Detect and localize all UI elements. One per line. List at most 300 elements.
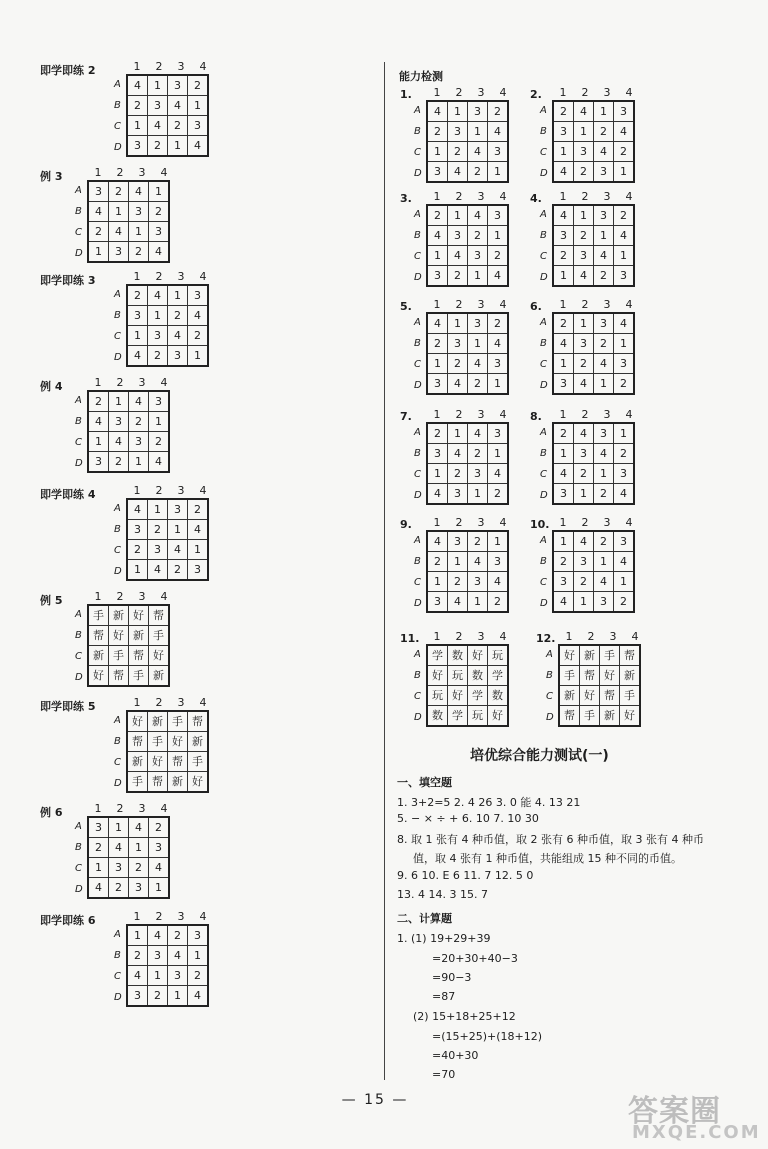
grid-row bbox=[553, 572, 634, 592]
column-label: 4 bbox=[499, 408, 507, 421]
column-label: 4 bbox=[625, 190, 633, 203]
column-label: 1 bbox=[559, 408, 567, 421]
grid-cell: 3 bbox=[188, 116, 209, 136]
grid-cell: 3 bbox=[488, 142, 509, 162]
grid-cell: 1 bbox=[468, 592, 488, 613]
grid-cell: 2 bbox=[127, 946, 148, 966]
grid-cell: 3 bbox=[594, 162, 614, 183]
grid-table bbox=[426, 100, 509, 183]
answer-line: 5. − × ÷ + 6. 10 7. 10 30 bbox=[397, 812, 539, 825]
grid-cell: 2 bbox=[427, 552, 448, 572]
grid-cell: 3 bbox=[127, 136, 148, 157]
row-label: B bbox=[75, 206, 82, 217]
row-label: D bbox=[75, 884, 83, 895]
grid-row bbox=[127, 540, 208, 560]
row-label: A bbox=[414, 105, 421, 116]
row-label: D bbox=[114, 778, 122, 789]
grid-row bbox=[427, 354, 508, 374]
column-label: 2 bbox=[116, 590, 124, 603]
grid-row bbox=[553, 374, 634, 395]
grid-cell: 帮 bbox=[148, 772, 168, 793]
row-label: B bbox=[114, 736, 121, 747]
grid-cell: 3 bbox=[129, 432, 149, 452]
grid-cell: 1 bbox=[127, 560, 148, 581]
row-label: A bbox=[114, 79, 121, 90]
grid-row bbox=[553, 423, 634, 444]
grid-cell: 2 bbox=[427, 334, 448, 354]
row-labels bbox=[114, 710, 122, 794]
grid-cell: 3 bbox=[149, 222, 170, 242]
grid-row bbox=[427, 666, 508, 686]
grid-cell: 4 bbox=[149, 242, 170, 263]
grid-cell: 1 bbox=[594, 374, 614, 395]
grid-row bbox=[427, 142, 508, 162]
grid-cell: 2 bbox=[88, 838, 109, 858]
row-labels bbox=[414, 530, 422, 614]
grid-cell: 3 bbox=[168, 346, 188, 367]
block-label: 5. bbox=[400, 300, 412, 313]
column-label: 4 bbox=[499, 630, 507, 643]
grid-cell: 手 bbox=[88, 605, 109, 626]
grid-cell: 1 bbox=[448, 423, 468, 444]
grid-row bbox=[553, 531, 634, 552]
grid-cell: 4 bbox=[129, 817, 149, 838]
row-label: A bbox=[114, 503, 121, 514]
column-header bbox=[87, 802, 175, 815]
grid-cell: 1 bbox=[427, 572, 448, 592]
block-label: 3. bbox=[400, 192, 412, 205]
grid-cell: 4 bbox=[148, 285, 168, 306]
column-header bbox=[426, 298, 514, 311]
grid-cell: 4 bbox=[574, 101, 594, 122]
grid-cell: 4 bbox=[148, 116, 168, 136]
grid-cell: 4 bbox=[168, 96, 188, 116]
grid-cell: 2 bbox=[468, 374, 488, 395]
column-label: 2 bbox=[581, 516, 589, 529]
grid-row bbox=[427, 313, 508, 334]
row-label: A bbox=[540, 209, 547, 220]
column-label: 4 bbox=[499, 298, 507, 311]
row-label: D bbox=[540, 490, 548, 501]
row-label: B bbox=[414, 126, 421, 137]
grid-cell: 新 bbox=[600, 706, 620, 727]
grid-row bbox=[427, 484, 508, 505]
grid-cell: 2 bbox=[129, 858, 149, 878]
column-label: 4 bbox=[625, 516, 633, 529]
grid-cell: 1 bbox=[614, 246, 635, 266]
column-label: 2 bbox=[581, 190, 589, 203]
grid-cell: 3 bbox=[448, 531, 468, 552]
grid-cell: 新 bbox=[129, 626, 149, 646]
grid-table bbox=[87, 604, 170, 687]
column-label: 2 bbox=[581, 298, 589, 311]
row-labels bbox=[75, 180, 83, 264]
grid-row bbox=[127, 966, 208, 986]
column-label: 4 bbox=[199, 696, 207, 709]
grid-cell: 3 bbox=[488, 205, 509, 226]
grid-cell: 4 bbox=[88, 202, 109, 222]
grid-cell: 2 bbox=[594, 122, 614, 142]
column-label: 1 bbox=[433, 516, 441, 529]
grid-cell: 帮 bbox=[188, 711, 209, 732]
block-label: 即学即练 3 bbox=[40, 274, 96, 287]
block-label: 10. bbox=[530, 518, 550, 531]
grid-cell: 2 bbox=[594, 531, 614, 552]
row-label: A bbox=[540, 427, 547, 438]
row-label: B bbox=[114, 524, 121, 535]
row-labels bbox=[540, 312, 548, 396]
grid-row bbox=[553, 266, 634, 287]
grid-cell: 2 bbox=[614, 444, 635, 464]
grid-cell: 3 bbox=[148, 96, 168, 116]
grid-cell: 1 bbox=[427, 246, 448, 266]
row-labels bbox=[114, 924, 122, 1008]
column-label: 4 bbox=[499, 190, 507, 203]
row-labels bbox=[114, 498, 122, 582]
grid-cell: 1 bbox=[488, 444, 509, 464]
calc-line: =70 bbox=[432, 1068, 456, 1081]
grid-cell: 4 bbox=[574, 266, 594, 287]
grid-row bbox=[127, 925, 208, 946]
row-label: C bbox=[75, 863, 82, 874]
row-label: C bbox=[114, 545, 121, 556]
grid-cell: 2 bbox=[129, 242, 149, 263]
grid-cell: 3 bbox=[614, 354, 635, 374]
grid-cell: 新 bbox=[188, 732, 209, 752]
grid-cell: 4 bbox=[488, 122, 509, 142]
grid-cell: 4 bbox=[88, 878, 109, 899]
row-labels bbox=[546, 644, 554, 728]
grid-cell: 3 bbox=[553, 374, 574, 395]
grid-cell: 2 bbox=[574, 572, 594, 592]
block-label: 即学即练 4 bbox=[40, 488, 96, 501]
grid-cell: 1 bbox=[168, 136, 188, 157]
row-label: D bbox=[540, 272, 548, 283]
grid-cell: 3 bbox=[468, 572, 488, 592]
grid-cell: 学 bbox=[488, 666, 509, 686]
row-label: B bbox=[114, 950, 121, 961]
row-label: C bbox=[75, 651, 82, 662]
grid-row bbox=[88, 242, 169, 263]
row-label: B bbox=[540, 230, 547, 241]
grid-cell: 4 bbox=[594, 142, 614, 162]
grid-cell: 1 bbox=[188, 346, 209, 367]
column-header bbox=[126, 484, 214, 497]
grid-cell: 好 bbox=[129, 605, 149, 626]
page-number: — 15 — bbox=[341, 1092, 409, 1108]
grid-cell: 4 bbox=[594, 572, 614, 592]
column-label: 2 bbox=[455, 408, 463, 421]
grid-cell: 1 bbox=[574, 122, 594, 142]
row-label: C bbox=[75, 437, 82, 448]
grid-cell: 2 bbox=[553, 246, 574, 266]
grid-cell: 新 bbox=[88, 646, 109, 666]
grid-cell: 3 bbox=[553, 122, 574, 142]
row-label: C bbox=[114, 757, 121, 768]
column-label: 2 bbox=[155, 910, 163, 923]
grid-row bbox=[559, 666, 640, 686]
grid-row bbox=[88, 391, 169, 412]
column-label: 4 bbox=[631, 630, 639, 643]
grid-cell: 1 bbox=[148, 499, 168, 520]
grid-cell: 新 bbox=[109, 605, 129, 626]
row-label: A bbox=[414, 209, 421, 220]
grid-cell: 2 bbox=[127, 540, 148, 560]
grid-cell: 新 bbox=[168, 772, 188, 793]
grid-table bbox=[426, 530, 509, 613]
grid-cell: 2 bbox=[127, 96, 148, 116]
column-label: 1 bbox=[433, 630, 441, 643]
grid-cell: 1 bbox=[468, 266, 488, 287]
grid-cell: 手 bbox=[148, 732, 168, 752]
grid-cell: 2 bbox=[574, 162, 594, 183]
row-label: B bbox=[75, 842, 82, 853]
row-label: A bbox=[540, 535, 547, 546]
grid-cell: 2 bbox=[188, 966, 209, 986]
column-label: 3 bbox=[477, 408, 485, 421]
grid-cell: 新 bbox=[149, 666, 170, 687]
grid-cell: 1 bbox=[574, 592, 594, 613]
grid-cell: 帮 bbox=[620, 645, 641, 666]
grid-cell: 好 bbox=[109, 626, 129, 646]
grid-cell: 玩 bbox=[427, 686, 448, 706]
grid-cell: 3 bbox=[594, 423, 614, 444]
row-label: A bbox=[546, 649, 553, 660]
grid-cell: 1 bbox=[148, 75, 168, 96]
block-label: 7. bbox=[400, 410, 412, 423]
grid-cell: 好 bbox=[559, 645, 580, 666]
grid-cell: 1 bbox=[553, 444, 574, 464]
grid-row bbox=[127, 136, 208, 157]
row-label: A bbox=[414, 535, 421, 546]
grid-cell: 4 bbox=[448, 592, 468, 613]
grid-cell: 1 bbox=[109, 391, 129, 412]
grid-row bbox=[553, 205, 634, 226]
row-label: D bbox=[414, 712, 422, 723]
grid-row bbox=[427, 706, 508, 727]
grid-cell: 4 bbox=[188, 136, 209, 157]
fill-blank-heading: 一、填空题 bbox=[397, 776, 452, 789]
grid-cell: 2 bbox=[149, 817, 170, 838]
grid-row bbox=[553, 484, 634, 505]
grid-cell: 1 bbox=[574, 313, 594, 334]
grid-cell: 3 bbox=[188, 925, 209, 946]
row-label: A bbox=[114, 715, 121, 726]
grid-cell: 好 bbox=[488, 706, 509, 727]
row-label: C bbox=[414, 251, 421, 262]
grid-row bbox=[427, 552, 508, 572]
grid-cell: 3 bbox=[427, 162, 448, 183]
column-label: 4 bbox=[160, 802, 168, 815]
grid-cell: 好 bbox=[188, 772, 209, 793]
row-label: C bbox=[540, 577, 547, 588]
grid-row bbox=[88, 666, 169, 687]
grid-cell: 3 bbox=[574, 142, 594, 162]
grid-row bbox=[553, 334, 634, 354]
row-label: A bbox=[75, 395, 82, 406]
grid-cell: 4 bbox=[168, 946, 188, 966]
grid-table bbox=[126, 710, 209, 793]
grid-cell: 2 bbox=[168, 925, 188, 946]
column-label: 1 bbox=[94, 590, 102, 603]
grid-row bbox=[559, 686, 640, 706]
grid-row bbox=[553, 313, 634, 334]
grid-row bbox=[553, 142, 634, 162]
grid-cell: 4 bbox=[488, 572, 509, 592]
column-label: 2 bbox=[455, 516, 463, 529]
grid-cell: 3 bbox=[468, 313, 488, 334]
grid-row bbox=[427, 423, 508, 444]
grid-cell: 3 bbox=[127, 520, 148, 540]
grid-cell: 4 bbox=[468, 205, 488, 226]
grid-cell: 3 bbox=[148, 946, 168, 966]
column-label: 2 bbox=[116, 802, 124, 815]
grid-cell: 2 bbox=[148, 986, 168, 1007]
row-label: B bbox=[75, 630, 82, 641]
grid-cell: 4 bbox=[614, 226, 635, 246]
grid-cell: 4 bbox=[148, 560, 168, 581]
grid-cell: 3 bbox=[488, 552, 509, 572]
grid-row bbox=[127, 732, 208, 752]
grid-cell: 帮 bbox=[168, 752, 188, 772]
grid-row bbox=[88, 181, 169, 202]
grid-cell: 1 bbox=[88, 242, 109, 263]
grid-cell: 好 bbox=[427, 666, 448, 686]
row-label: D bbox=[414, 272, 422, 283]
column-header bbox=[558, 630, 646, 643]
row-label: A bbox=[75, 609, 82, 620]
grid-cell: 2 bbox=[188, 499, 209, 520]
row-label: C bbox=[414, 577, 421, 588]
grid-cell: 4 bbox=[574, 531, 594, 552]
row-label: B bbox=[414, 230, 421, 241]
grid-cell: 1 bbox=[574, 205, 594, 226]
grid-table bbox=[552, 422, 635, 505]
grid-cell: 2 bbox=[427, 122, 448, 142]
grid-cell: 3 bbox=[109, 858, 129, 878]
grid-cell: 4 bbox=[553, 464, 574, 484]
grid-cell: 2 bbox=[109, 181, 129, 202]
grid-row bbox=[88, 817, 169, 838]
grid-cell: 1 bbox=[574, 484, 594, 505]
grid-cell: 1 bbox=[427, 354, 448, 374]
grid-cell: 4 bbox=[488, 334, 509, 354]
column-label: 4 bbox=[499, 516, 507, 529]
grid-cell: 4 bbox=[574, 374, 594, 395]
grid-cell: 3 bbox=[148, 540, 168, 560]
column-label: 2 bbox=[455, 190, 463, 203]
row-labels bbox=[414, 204, 422, 288]
grid-cell: 好 bbox=[580, 686, 600, 706]
row-label: A bbox=[540, 317, 547, 328]
answer-line: 值，取 4 张有 1 种币值，共能组成 15 种不同的币值。 bbox=[413, 852, 682, 865]
grid-cell: 1 bbox=[149, 878, 170, 899]
row-label: A bbox=[414, 649, 421, 660]
grid-cell: 数 bbox=[488, 686, 509, 706]
row-label: A bbox=[414, 317, 421, 328]
grid-cell: 1 bbox=[448, 552, 468, 572]
column-label: 3 bbox=[603, 298, 611, 311]
grid-cell: 1 bbox=[427, 464, 448, 484]
grid-cell: 3 bbox=[168, 75, 188, 96]
column-label: 3 bbox=[477, 516, 485, 529]
column-header bbox=[126, 270, 214, 283]
grid-cell: 1 bbox=[468, 334, 488, 354]
grid-cell: 2 bbox=[148, 346, 168, 367]
row-label: B bbox=[540, 448, 547, 459]
grid-cell: 好 bbox=[468, 645, 488, 666]
row-labels bbox=[414, 644, 422, 728]
grid-cell: 1 bbox=[148, 306, 168, 326]
column-header bbox=[87, 590, 175, 603]
grid-cell: 3 bbox=[448, 122, 468, 142]
grid-cell: 4 bbox=[427, 101, 448, 122]
row-label: C bbox=[414, 469, 421, 480]
grid-cell: 帮 bbox=[109, 666, 129, 687]
grid-table bbox=[126, 924, 209, 1007]
grid-cell: 1 bbox=[188, 540, 209, 560]
block-label: 例 5 bbox=[40, 594, 63, 607]
grid-row bbox=[427, 444, 508, 464]
grid-table bbox=[552, 100, 635, 183]
column-label: 2 bbox=[155, 484, 163, 497]
grid-cell: 2 bbox=[88, 222, 109, 242]
column-label: 4 bbox=[199, 484, 207, 497]
grid-cell: 3 bbox=[168, 966, 188, 986]
grid-cell: 2 bbox=[614, 205, 635, 226]
grid-row bbox=[88, 432, 169, 452]
block-label: 8. bbox=[530, 410, 542, 423]
grid-cell: 2 bbox=[468, 162, 488, 183]
row-label: C bbox=[540, 251, 547, 262]
column-label: 3 bbox=[177, 910, 185, 923]
grid-cell: 2 bbox=[468, 531, 488, 552]
grid-cell: 帮 bbox=[88, 626, 109, 646]
column-label: 3 bbox=[477, 86, 485, 99]
grid-table bbox=[558, 644, 641, 727]
grid-cell: 2 bbox=[488, 313, 509, 334]
grid-cell: 4 bbox=[594, 444, 614, 464]
grid-cell: 1 bbox=[594, 226, 614, 246]
grid-cell: 1 bbox=[109, 202, 129, 222]
grid-cell: 3 bbox=[149, 838, 170, 858]
grid-cell: 2 bbox=[148, 136, 168, 157]
grid-cell: 4 bbox=[594, 246, 614, 266]
grid-cell: 3 bbox=[149, 391, 170, 412]
grid-cell: 3 bbox=[448, 226, 468, 246]
grid-row bbox=[553, 122, 634, 142]
grid-cell: 3 bbox=[488, 354, 509, 374]
grid-cell: 3 bbox=[127, 306, 148, 326]
column-label: 1 bbox=[94, 802, 102, 815]
column-label: 2 bbox=[581, 86, 589, 99]
grid-row bbox=[553, 464, 634, 484]
column-label: 4 bbox=[625, 408, 633, 421]
grid-row bbox=[127, 986, 208, 1007]
block-label: 6. bbox=[530, 300, 542, 313]
column-header bbox=[126, 696, 214, 709]
grid-cell: 好 bbox=[127, 711, 148, 732]
grid-cell: 1 bbox=[129, 222, 149, 242]
grid-cell: 4 bbox=[468, 354, 488, 374]
grid-row bbox=[427, 162, 508, 183]
grid-cell: 4 bbox=[488, 464, 509, 484]
grid-cell: 2 bbox=[594, 484, 614, 505]
grid-row bbox=[559, 706, 640, 727]
column-label: 1 bbox=[559, 190, 567, 203]
grid-cell: 1 bbox=[168, 285, 188, 306]
grid-row bbox=[88, 838, 169, 858]
